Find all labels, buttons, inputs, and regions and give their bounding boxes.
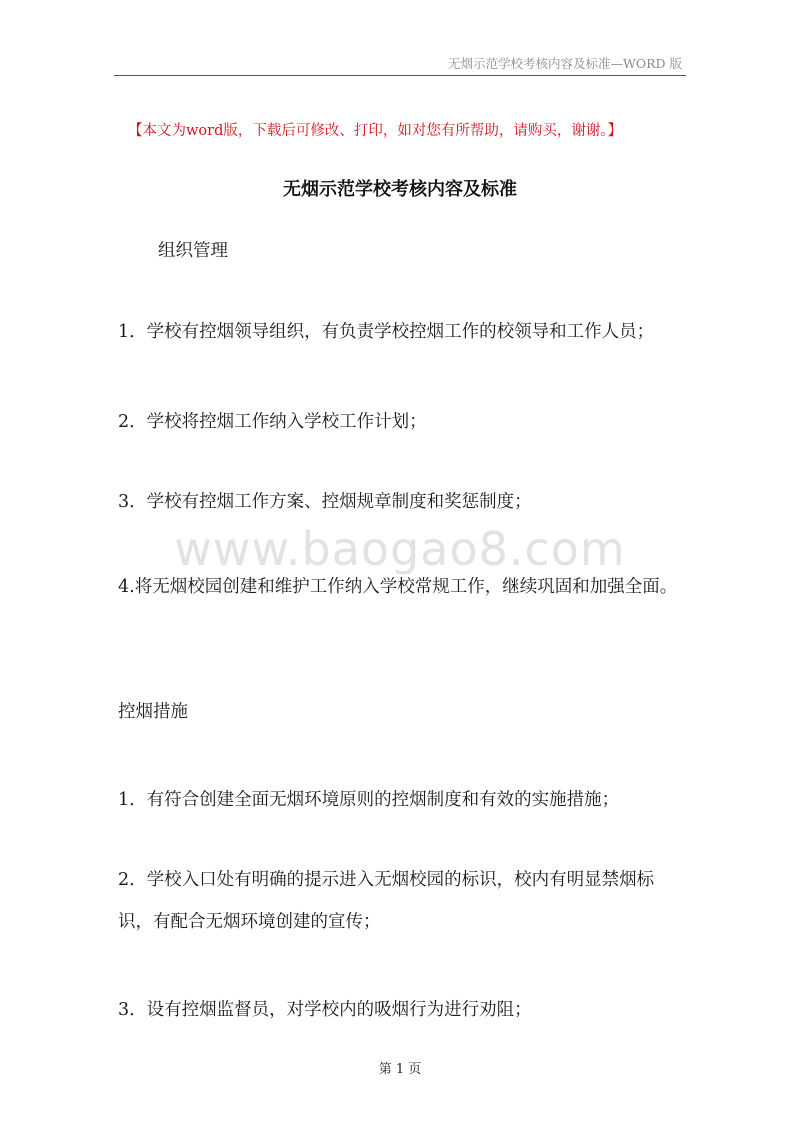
list-item: 1．学校有控烟领导组织，有负责学校控烟工作的校领导和工作人员； <box>118 322 655 342</box>
list-item: 2．学校将控烟工作纳入学校工作计划； <box>118 412 427 432</box>
list-item: 1．有符合创建全面无烟环境原则的控烟制度和有效的实施措施； <box>118 790 620 810</box>
running-header: 无烟示范学校考核内容及标准—WORD 版 <box>447 56 682 71</box>
page-number: 第 1 页 <box>378 1062 422 1077</box>
header-divider <box>114 75 686 76</box>
list-item: 2．学校入口处有明确的提示进入无烟校园的标识，校内有明显禁烟标识，有配合无烟环境创建的宣传； <box>118 870 655 932</box>
list-item: 3．学校有控烟工作方案、控烟规章制度和奖惩制度； <box>118 492 532 512</box>
list-item: 3．设有控烟监督员，对学校内的吸烟行为进行劝阻； <box>118 1000 532 1020</box>
section-heading-organization: 组织管理 <box>158 241 228 261</box>
purchase-notice: 【本文为word版，下载后可修改、打印，如对您有所帮助，请购买，谢谢。】 <box>128 123 623 139</box>
watermark: www.baogao8.com <box>174 522 626 576</box>
document-title: 无烟示范学校考核内容及标准 <box>283 179 517 200</box>
section-heading-measures: 控烟措施 <box>118 702 188 722</box>
list-item: 4.将无烟校园创建和维护工作纳入学校常规工作，继续巩固和加强全面。 <box>118 577 678 597</box>
